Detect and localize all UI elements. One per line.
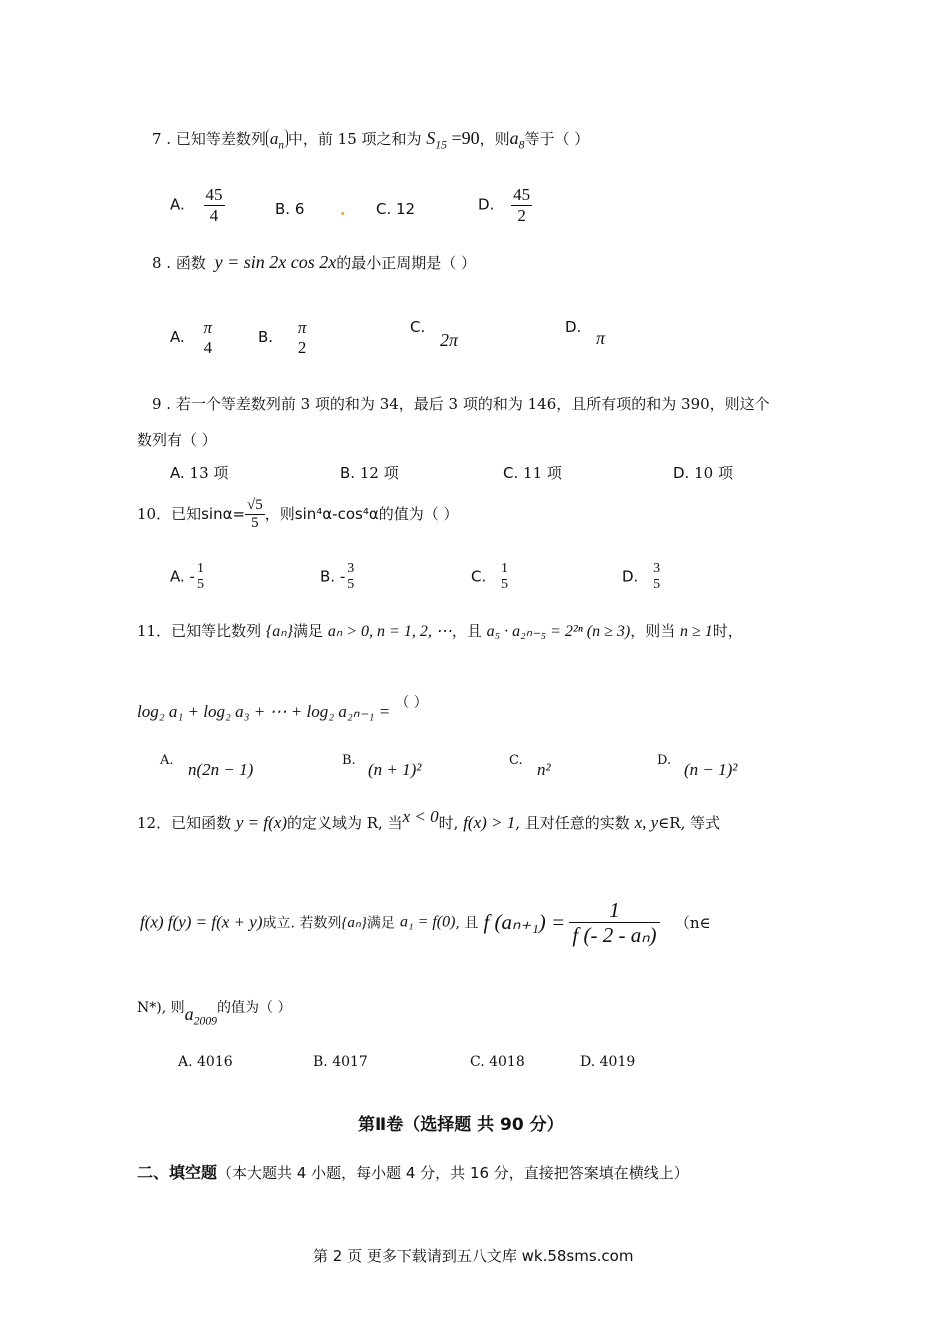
q12-initial: a₁ = f(0) — [400, 913, 456, 931]
q10-option-b-frac: 3 5 — [347, 561, 355, 593]
q12-line2-tail: （n∈ — [674, 914, 711, 933]
q10-then: ，则 — [264, 504, 295, 523]
q7-then: ，则 — [479, 130, 510, 148]
q7-option-a: A. $\frac{45}{4}$ — [170, 185, 223, 225]
q11-cond2: a₅ · a₂ₙ₋₅ = 2²ⁿ (n ≥ 3) — [486, 623, 631, 640]
q11-cond2-pre: ，且 — [451, 622, 482, 640]
q12-func: y = f(x) — [235, 813, 287, 832]
q8-option-a: A. π 4 — [170, 318, 213, 357]
section-title: 第Ⅱ卷（选择题 共 90 分） — [358, 1115, 564, 1135]
q11-when-pre: ，则当 — [630, 622, 676, 640]
q11-option-a-label: A. — [160, 753, 174, 768]
q8-formula: y = sin 2x cos 2x — [214, 252, 337, 272]
q11-when-post: 时， — [712, 622, 743, 640]
q12-line2-t1: 成立. 若数列 — [262, 915, 342, 932]
q12-functional-eq: f(x) f(y) = f(x + y) — [140, 912, 263, 932]
question-11 — [137, 620, 743, 641]
q8-option-a-frac: π 4 — [203, 318, 213, 357]
q8-option-d-value: π — [596, 328, 606, 348]
q11-option-d-label: D. — [657, 753, 672, 768]
q12-t2: 时, — [438, 814, 459, 832]
q11-option-c-value: n² — [537, 760, 551, 779]
q12-option-d: D. 4019 — [580, 1054, 636, 1070]
q12-line3-tail: 的值为（ ） — [217, 1000, 292, 1016]
question-10 — [137, 497, 459, 533]
question-7 — [152, 128, 589, 152]
q10-option-d: D. 3 5 — [622, 561, 661, 593]
q12-line3 — [137, 996, 292, 1028]
q12-vars: x, y — [634, 813, 659, 832]
q9-option-b: B. 12 项 — [340, 464, 399, 482]
q7-sum: $S_{15}$ — [426, 128, 447, 152]
q8-tail: 的最小正周期是（ ） — [336, 254, 477, 272]
q10-tail: 的值为（ ） — [378, 504, 459, 523]
q11-when: n ≥ 1 — [679, 623, 713, 640]
q11-sequence: {aₙ} — [265, 623, 294, 640]
q10-option-b: B. - 3 5 — [320, 561, 355, 593]
q8-option-c-value: 2π — [440, 330, 459, 350]
q11-option-a-value: n(2n − 1) — [188, 760, 254, 779]
q10-sin: sinα= — [201, 504, 246, 523]
q7-tail: 等于（ ） — [524, 130, 590, 148]
q8-option-b-frac: π 2 — [297, 318, 307, 357]
q12-recurrence-lhs: f (aₙ₊₁) = — [483, 910, 566, 935]
q10-fraction: $\frac{√5}{5}$ — [247, 497, 263, 532]
q11-cond1-pre: 满足 — [293, 622, 324, 640]
q12-line2 — [140, 898, 711, 947]
q9-option-a: A. 13 项 — [170, 464, 229, 482]
question-12 — [137, 807, 721, 833]
q12-option-b: B. 4017 — [313, 1054, 368, 1070]
q8-prefix: 8 . 函数 — [152, 254, 206, 272]
q12-cond2: f(x) > 1 — [463, 813, 516, 832]
section-heading-note: （本大题共 4 小题，每小题 4 分，共 16 分，直接把答案填在横线上） — [217, 1164, 689, 1182]
q8-option-d: D. — [565, 318, 582, 336]
q7-option-b: B. 6 — [275, 200, 305, 218]
q10-expr: sin⁴α-cos⁴α — [294, 504, 379, 523]
q12-cond: x < 0 — [402, 807, 439, 826]
q12-t4: ∈R, 等式 — [658, 814, 721, 832]
q12-line2-t3: , 且 — [455, 915, 479, 932]
q7-term: $a_8$ — [509, 128, 525, 152]
q7-option-c: C. 12 — [376, 200, 416, 218]
q11-prefix: 11．已知等比数列 — [137, 622, 262, 640]
q7-option-d: D. $\frac{45}{2}$ — [478, 185, 531, 225]
q11-paren: （ ） — [395, 695, 428, 711]
q12-t1: 的定义域为 R, 当 — [286, 814, 403, 832]
q9-option-c: C. 11 项 — [503, 464, 562, 482]
question-9-line1: 9 . 若一个等差数列前 3 项的和为 34，最后 3 项的和为 146，且所有项的和为 390，则这个 — [152, 395, 770, 413]
section-heading-label: 二、填空题 — [137, 1163, 218, 1182]
q7-mid: 中，前 15 项之和为 — [287, 130, 422, 148]
q12-line2-t2: 满足 — [366, 915, 395, 932]
question-9-line2: 数列有（ ） — [137, 431, 217, 449]
q11-line2 — [137, 695, 428, 722]
q12-prefix: 12．已知函数 — [137, 814, 232, 832]
q10-option-c: C. 1 5 — [471, 561, 509, 593]
q11-option-d-value: (n − 1)² — [684, 760, 738, 779]
question-8 — [152, 252, 476, 273]
q7-option-a-frac: $\frac{45}{4}$ — [205, 185, 223, 225]
page-footer: 第 2 页 更多下载请到五八文库 wk.58sms.com — [313, 1247, 634, 1265]
q12-option-c: C. 4018 — [470, 1054, 525, 1070]
q11-option-c-label: C. — [509, 753, 523, 768]
q10-prefix: 10．已知 — [137, 504, 202, 523]
q8-option-b: B. π 2 — [258, 318, 307, 357]
q11-option-b-value: (n + 1)² — [368, 760, 422, 779]
q12-line2-seq: {aₙ} — [341, 915, 367, 932]
q12-line3-pre: N*), 则 — [137, 1000, 185, 1016]
q8-option-c: C. — [410, 318, 426, 336]
q12-t3: , 且对任意的实数 — [515, 814, 630, 832]
q12-term: $a_{2009}$ — [184, 1004, 217, 1028]
q7-sequence: $a_n$ — [266, 129, 288, 148]
q11-cond1: aₙ > 0, n = 1, 2, ⋯ — [327, 623, 452, 640]
q10-option-d-frac: 3 5 — [653, 561, 661, 593]
q11-option-b-label: B. — [342, 753, 356, 768]
section-heading — [137, 1160, 689, 1183]
q12-option-a: A. 4016 — [178, 1054, 233, 1070]
q9-option-d: D. 10 项 — [673, 464, 733, 482]
q10-option-a-frac: 1 5 — [196, 561, 204, 593]
q10-option-c-frac: 1 5 — [501, 561, 509, 593]
q7-sum-value: =90 — [446, 128, 480, 148]
q11-log-sum: log₂ a₁ + log₂ a₃ + ⋯ + log₂ a₂ₙ₋₁ = — [137, 702, 391, 721]
q12-recurrence-frac: $\frac{1}{\text{f (- 2 - aₙ)}}$ — [569, 898, 660, 947]
q10-option-a: A. - 1 5 — [170, 561, 204, 593]
q7-prefix: 7 . 已知等差数列 — [152, 130, 266, 148]
decorative-dot: . — [340, 200, 346, 219]
q7-option-d-frac: $\frac{45}{2}$ — [513, 185, 531, 225]
